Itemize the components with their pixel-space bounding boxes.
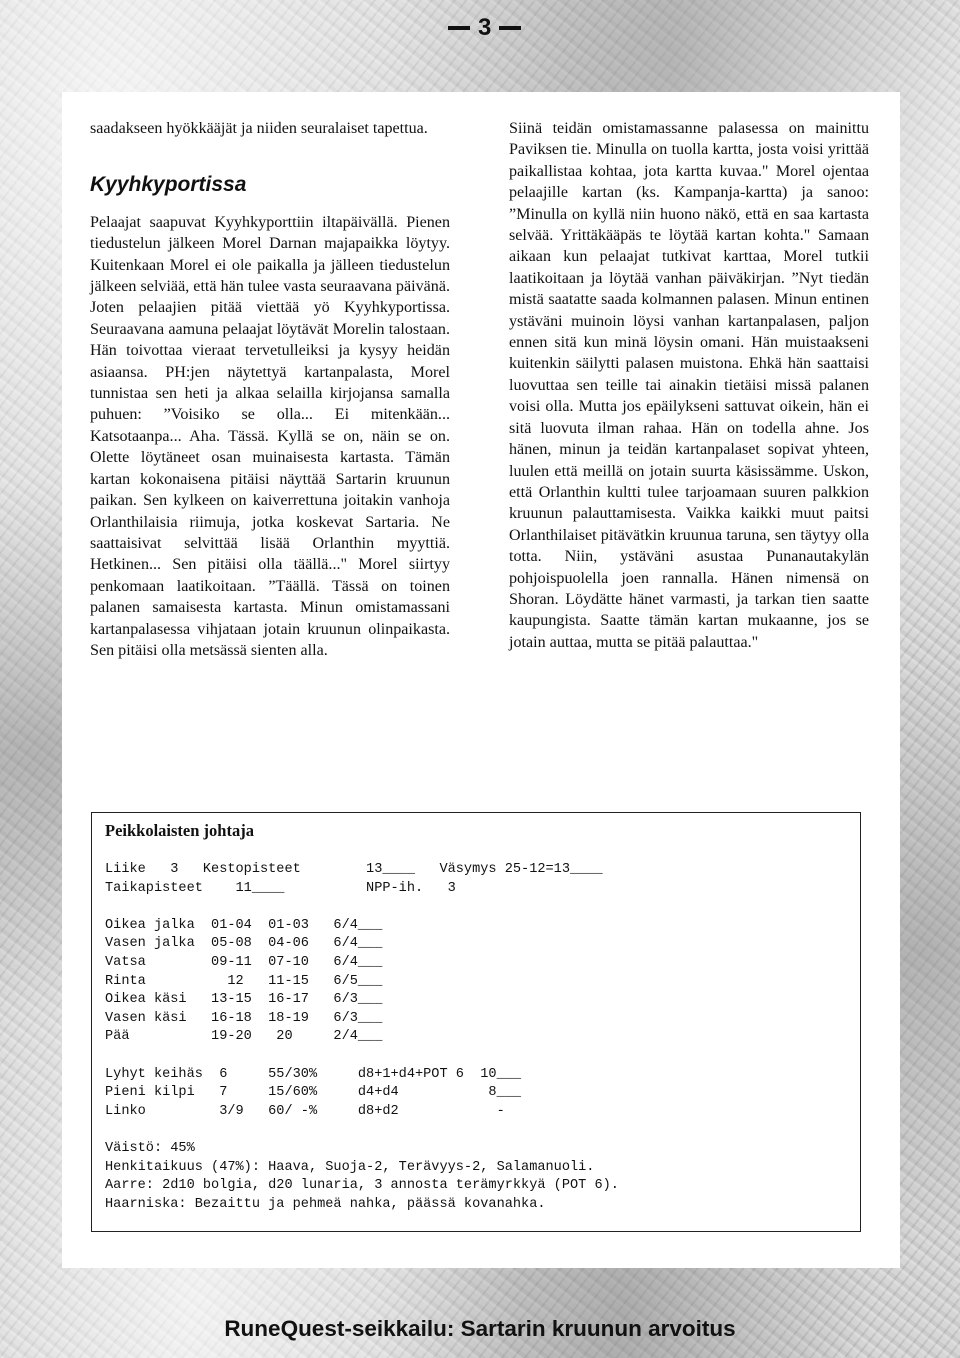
stat-block-title: Peikkolaisten johtaja <box>105 821 254 840</box>
stat-line: Rinta 12 11-15 6/5___ <box>105 973 383 989</box>
stat-line: Pää 19-20 20 2/4___ <box>105 1029 383 1045</box>
stat-line: Linko 3/9 60/ -% d8+d2 - <box>105 1103 505 1119</box>
stat-line: Aarre: 2d10 bolgia, d20 lunaria, 3 annosta terämyrkkyä (POT 6). <box>105 1178 619 1194</box>
right-body-paragraph: Siinä teidän omistamassanne palasessa on mainittu Paviksen tie. Minulla on tuolla kartta, josta voisi yrittää paikallistaa kohtaa, jota kartta kuvaa." Morel ojentaa pelaajille kartan (ks. Kampanja-kartta) ja sanoo: ”Minulla on kyllä niin huono näkö, että en saa kartasta selvää. Yrittäkääpäs te löytää kartan kohta." Samaan aikaan kun pelaajat tutkivat karttaa, Morel tutkii laatikoitaan ja löytää vanhan päiväkirjan. ”Nyt tiedän mistä saatatte saada kolmannen palasen. Minun entinen ystäväni muinoin löysi vanhan kartanpalasen, paljon ennen sitä kun minä löysin omani. Hän muistaakseni kuitenkin säilytti palasen muistona. Ehkä hän saattaisi luovuttaa sen teille tai ainakin tietäisi missä palanen voisi olla. Mutta jos epäilykseni sattuvat oikein, hän ei sitä luovuta ilman rahaa. Hän on todella ahne. Jos hänen, minun ja teidän kartanpalaset sopivat yhteen, luulen että meillä on jotain suurta käsissämme. Uskon, että Orlanthin kultti tulee tarjoamaan suuren palkkion kruunun palauttamisesta. Vaikka kaikki muut paitsi Orlanthilaiset pitävätkin kruunua taruna, sen täytyy olla totta. Niin, ystäväni asustaa Punanautakylän pohjoispuolella joen rannalla. Hänen nimensä on Shoran. Löydätte hänet varmasti, ja tarkan tien saatte kaupungista. Saatte tämän kartan mukaanne, jos se jotain auttaa, mutta se pitää palauttaa." <box>509 120 869 651</box>
stat-line: Oikea käsi 13-15 16-17 6/3___ <box>105 992 383 1008</box>
stat-block <box>91 812 861 1232</box>
dash-left <box>448 26 470 30</box>
footer-title: RuneQuest-seikkailu: Sartarin kruunun arvoitus <box>224 1316 736 1341</box>
stat-line: Henkitaikuus (47%): Haava, Suoja-2, Terävyys-2, Salamanuoli. <box>105 1159 595 1175</box>
stat-line: Liike 3 Kestopisteet 13____ Väsymys 25-12=13____ <box>105 862 603 877</box>
stat-line: Väistö: 45% <box>105 1140 195 1156</box>
section-heading: Kyyhkyportissa <box>90 173 247 197</box>
page-number-text: 3 <box>478 14 492 41</box>
left-column <box>90 118 450 661</box>
left-body-paragraph: Pelaajat saapuvat Kyyhkyporttiin iltapäivällä. Pienen tiedustelun jälkeen Morel Darnan majapaikka löytyy. Kuitenkaan Morel ei ole paikalla ja jälleen tiedustelun jälkeen selviää, että hän tulee vasta seuraavana päivänä. Joten pelaajien pitää viettää yö Kyyhkyportissa. Seuraavana aamuna pelaajat löytävät Morelin talostaan. Hän toivottaa vieraat tervetulleiksi ja kysyy heidän asiaansa. PH:jen näytettyä kartanpalasta, Morel tunnistaa sen heti ja alkaa selailla kirjojansa samalla puhuen: ”Voisiko se olla... Ei mitenkään... Katsotaanpa... Aha. Tässä. Kyllä se on, näin se on. Olette löytäneet osan muinaisesta kartasta. Tämän kartan kokonaisena pitäisi näyttää Sartarin kruunun paikan. Sen kylkeen on kaiverrettuna joitakin vanhoja Orlanthilaisia riimuja, jotka koskevat Sartaria. Ne saattaisivat selvittää lisää Orlanthin myyttiä. Hetkinen... Sen pitäisi olla täällä..." Morel siirtyy penkomaan laatikoitaan. ”Täällä. Tässä on toinen palanen samaisesta kartasta. Minun omistamassani kartanpalasessa vihjataan jotain kruunun olinpaikasta. Sen pitäisi olla metsässä sienten alla. <box>90 213 450 659</box>
stat-line: Vatsa 09-11 07-10 6/4___ <box>105 954 383 970</box>
stat-line: Vasen käsi 16-18 18-19 6/3___ <box>105 1010 383 1026</box>
stat-block-lines <box>105 861 619 1214</box>
stat-line: Oikea jalka 01-04 01-03 6/4___ <box>105 917 383 933</box>
stat-line: Haarniska: Bezaittu ja pehmeä nahka, päässä kovanahka. <box>105 1196 546 1212</box>
page-number <box>448 14 521 42</box>
stat-line: Taikapisteet 11____ NPP-ih. 3 <box>105 880 456 896</box>
stat-line: Pieni kilpi 7 15/60% d4+d4 8___ <box>105 1085 522 1101</box>
intro-paragraph: saadakseen hyökkääjät ja niiden seuralaiset tapettua. <box>90 120 428 137</box>
stat-line: Lyhyt keihäs 6 55/30% d8+1+d4+POT 6 10___ <box>105 1066 522 1082</box>
right-column <box>509 118 869 653</box>
dash-right <box>499 26 521 30</box>
stat-line: Vasen jalka 05-08 04-06 6/4___ <box>105 936 383 952</box>
